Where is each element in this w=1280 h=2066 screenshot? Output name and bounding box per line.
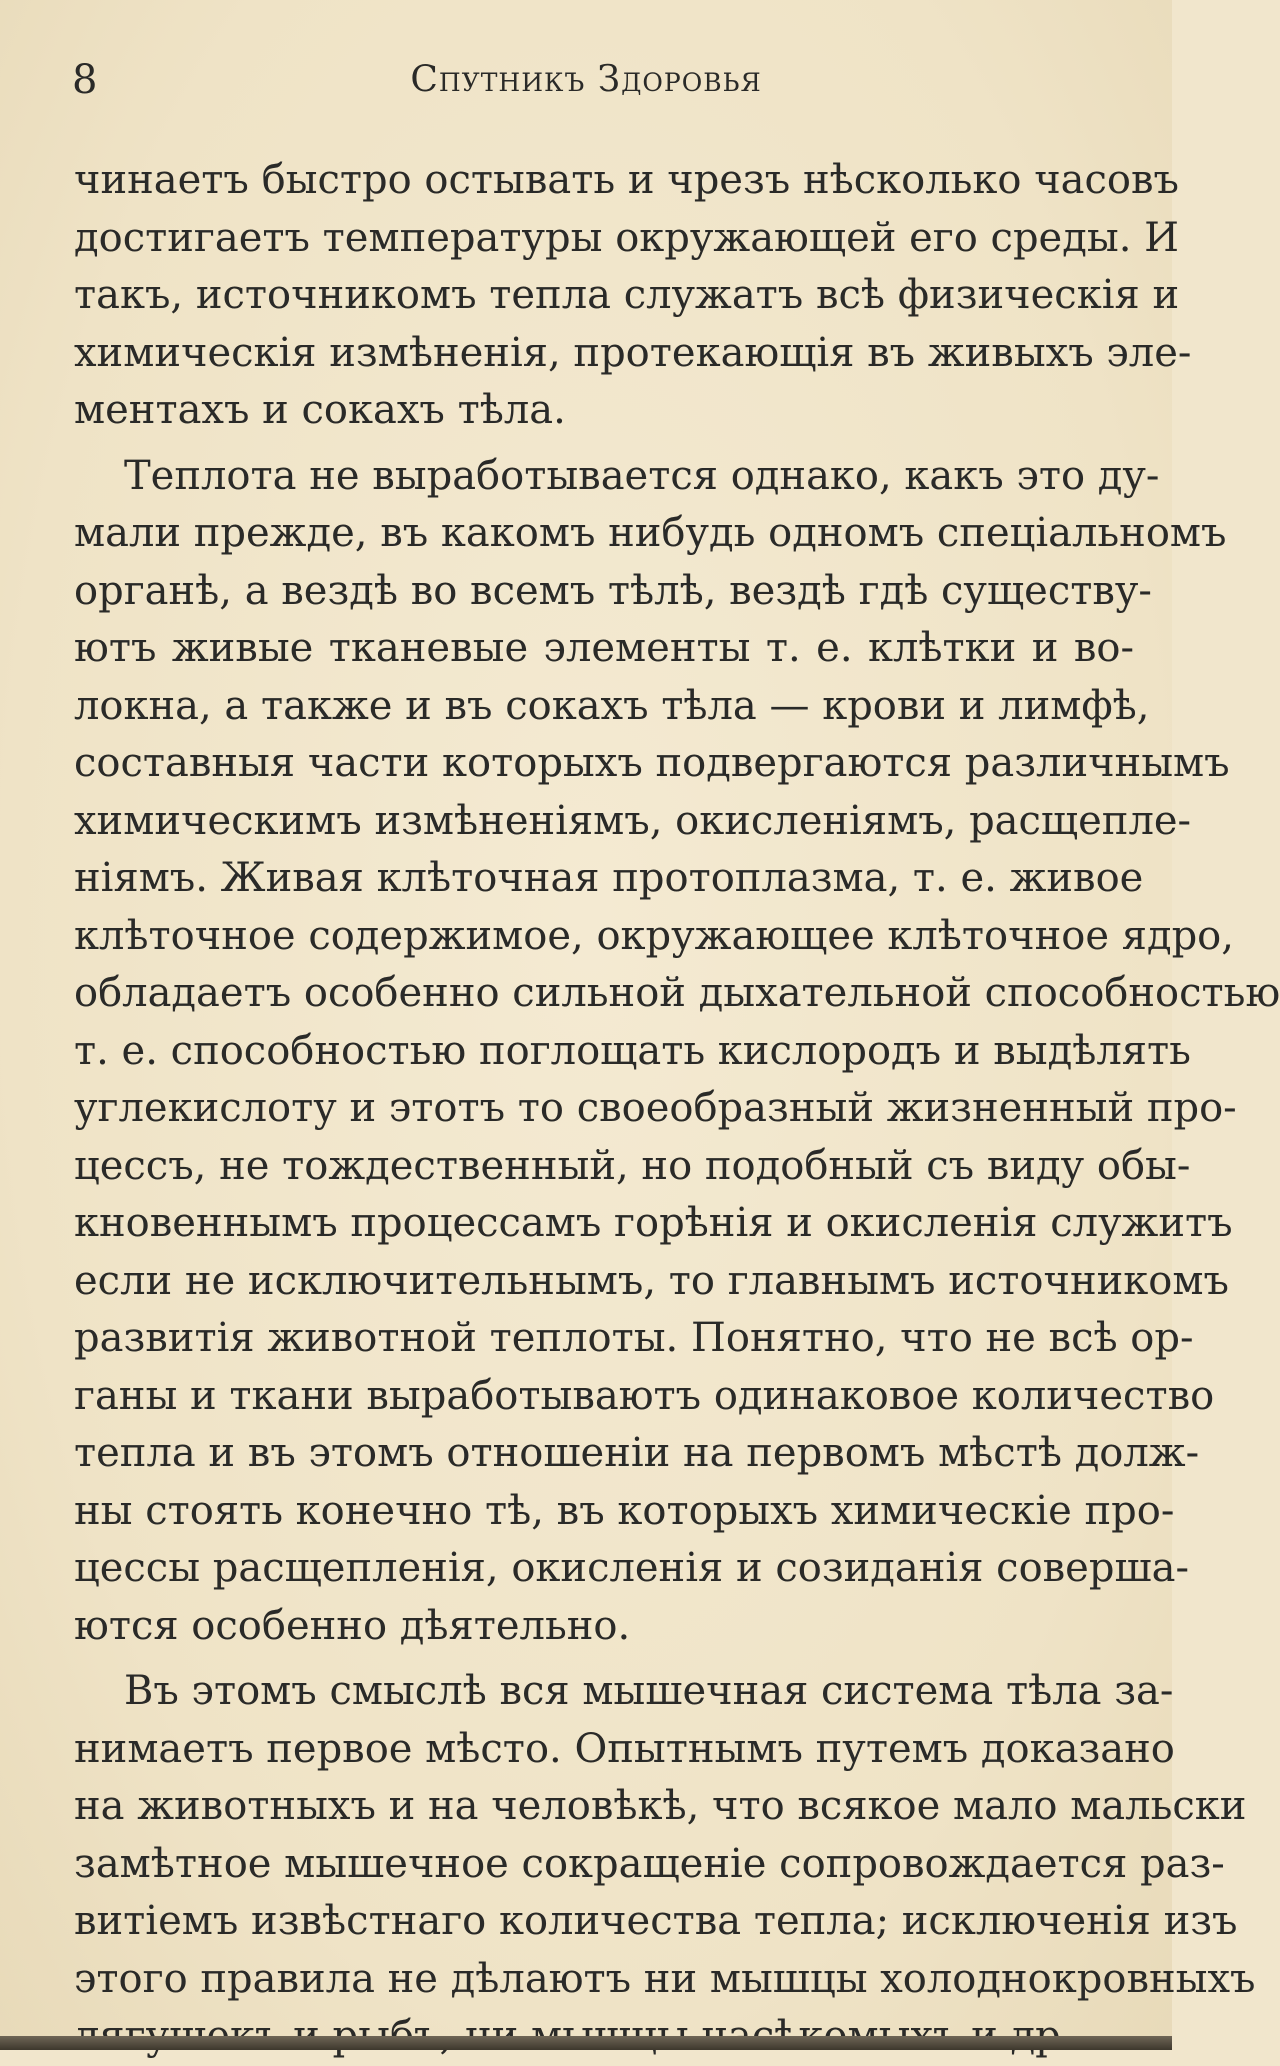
paragraph: [74, 1663, 1256, 2066]
text-line: цессы расщепленія, окисленія и созиданія соверша-: [74, 1545, 1189, 1591]
text-line: составныя части которыхъ подвергаются различнымъ: [74, 740, 1230, 786]
text-line: органѣ, а вездѣ во всемъ тѣлѣ, вездѣ гдѣ существу-: [74, 567, 1152, 614]
text-line: ментахъ и сокахъ тѣла.: [74, 387, 566, 433]
text-line: тепла и въ этомъ отношеніи на первомъ мѣстѣ долж-: [74, 1430, 1200, 1476]
text-line: химическія измѣненія, протекающія въ живыхъ эле-: [74, 329, 1192, 376]
text-line: развитія животной теплоты. Понятно, что не всѣ ор-: [74, 1315, 1194, 1361]
paragraph-gap: [74, 1655, 1134, 1663]
text-line: ютъ живые тканевые элементы т. е. клѣтки и во-: [74, 625, 1134, 671]
text-line: достигаетъ температуры окружающей его среды. И: [74, 214, 1179, 261]
page-bottom-edge: [0, 2036, 1172, 2050]
text-line: этого правила не дѣлаютъ ни мышцы холоднокровныхъ: [74, 1955, 1256, 2002]
text-line: витіемъ извѣстнаго количества тепла; исключенія изъ: [74, 1898, 1238, 1944]
paragraph-gap: [74, 440, 1134, 448]
running-title: Спутникъ Здоровья: [410, 59, 762, 100]
text-line: нимаетъ первое мѣсто. Опытнымъ путемъ доказано: [74, 1725, 1175, 1772]
paragraph: [74, 448, 1280, 1656]
text-line: ніямъ. Живая клѣточная протоплазма, т. е. живое: [74, 855, 1144, 901]
text-line: т. е. способностью поглощать кислородъ и выдѣлять: [74, 1027, 1191, 1074]
text-line: ны стоять конечно тѣ, въ которыхъ химическіе про-: [74, 1487, 1175, 1534]
text-line: химическимъ измѣненіямъ, окисленіямъ, расщепле-: [74, 797, 1192, 844]
paragraph: [74, 152, 1192, 440]
text-line: такъ, источникомъ тепла служатъ всѣ физическія и: [74, 272, 1180, 318]
text-line: углекислоту и этотъ то своеобразный жизненный про-: [74, 1085, 1237, 1131]
text-line: Въ этомъ смыслѣ вся мышечная система тѣла за-: [124, 1668, 1174, 1714]
page-number: 8: [72, 57, 98, 103]
text-line: обладаетъ особенно сильной дыхательной способностью: [74, 970, 1280, 1016]
text-line: если не исключительнымъ, то главнымъ источникомъ: [74, 1257, 1229, 1304]
text-line: кновеннымъ процессамъ горѣнія и окисленія служитъ: [74, 1200, 1233, 1246]
text-line: мали прежде, въ какомъ нибудь одномъ спеціальномъ: [74, 510, 1227, 556]
text-line: замѣтное мышечное сокращеніе сопровождается раз-: [74, 1840, 1225, 1887]
text-line: ются особенно дѣятельно.: [74, 1602, 631, 1649]
text-line: цессъ, не тождественный, но подобный съ виду обы-: [74, 1142, 1191, 1189]
page-header: [0, 50, 1172, 110]
text-line: на животныхъ и на человѣкѣ, что всякое мало мальски: [74, 1783, 1247, 1829]
text-line: локна, а также и въ сокахъ тѣла — крови и лимфѣ,: [74, 682, 1150, 729]
text-line: ганы и ткани выработываютъ одинаковое количество: [74, 1372, 1215, 1419]
body-text: [74, 152, 1280, 2066]
text-line: клѣточное содержимое, окружающее клѣточное ядро,: [74, 912, 1234, 959]
text-line: Теплота не выработывается однако, какъ это ду-: [124, 452, 1160, 499]
text-line: чинаетъ быстро остывать и чрезъ нѣсколько часовъ: [74, 157, 1179, 203]
